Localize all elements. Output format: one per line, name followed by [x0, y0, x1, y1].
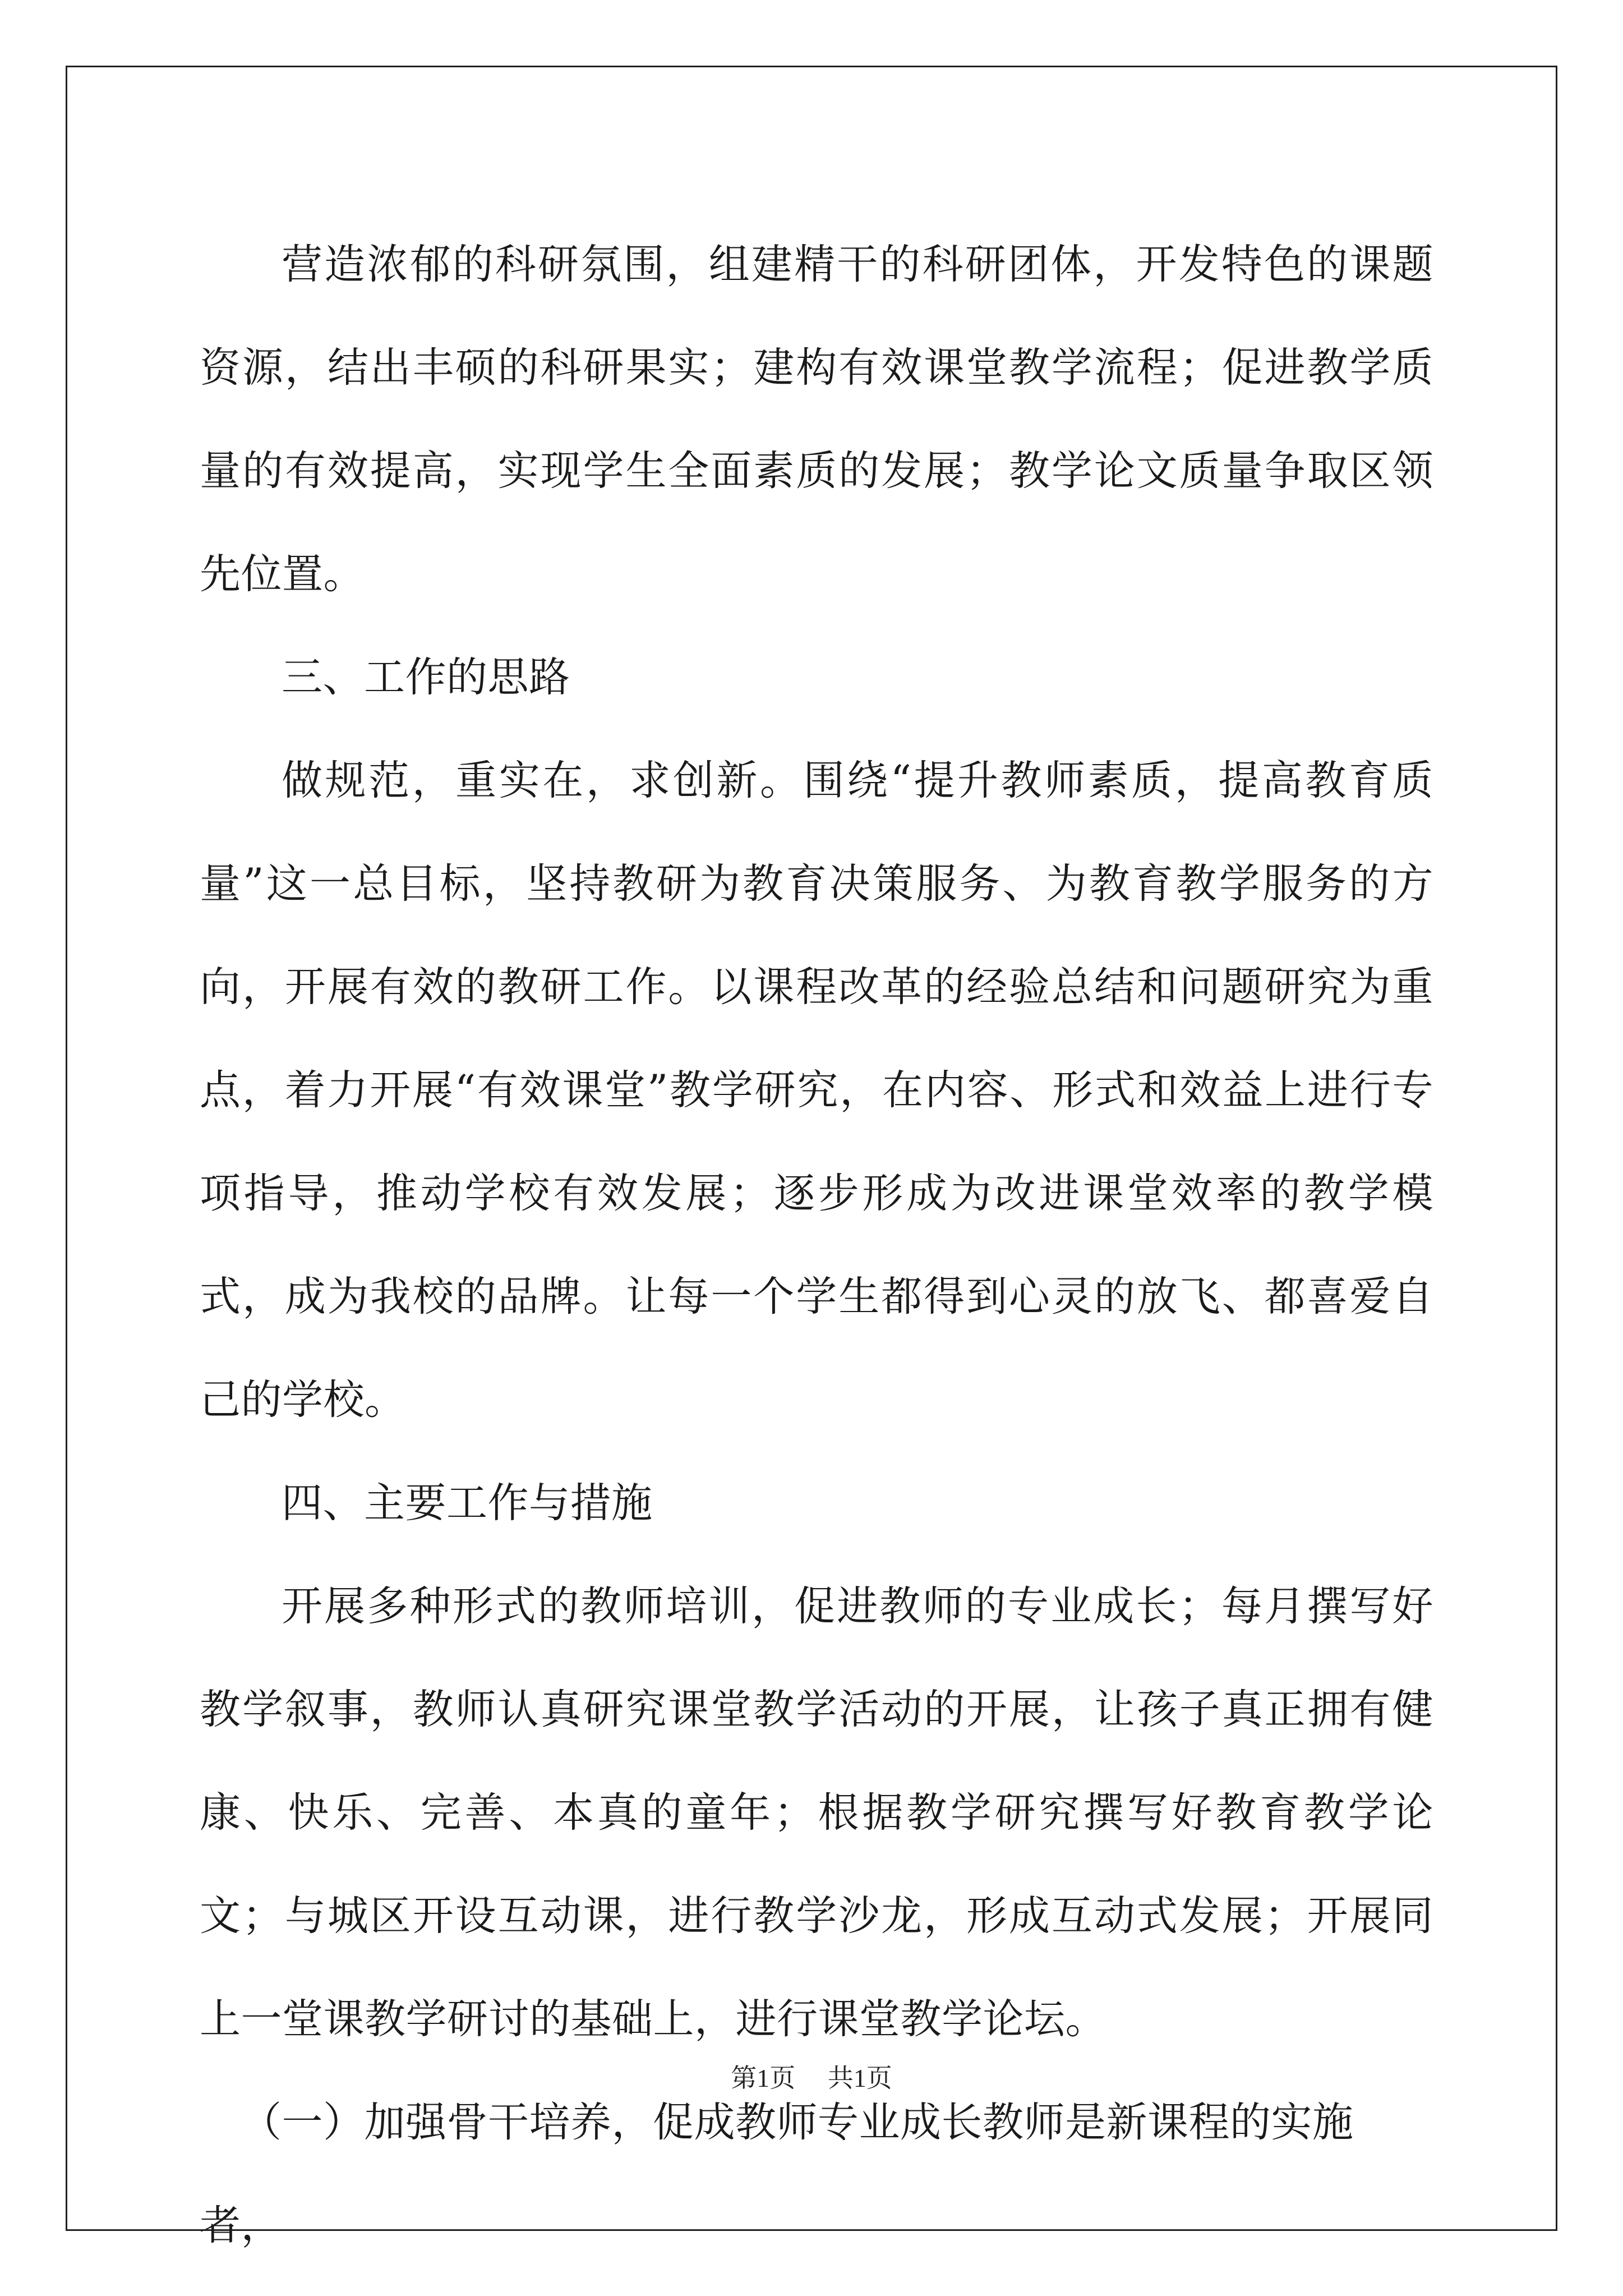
section-heading-3: 三、工作的思路 — [282, 654, 570, 701]
page-footer — [0, 2058, 1623, 2095]
document-body — [200, 213, 1433, 2277]
page-number: 第1页 — [731, 2064, 796, 2092]
paragraph-goals: 营造浓郁的科研氛围，组建精干的科研团体，开发特色的课题资源，结出丰硕的科研果实；建构有效课堂教学流程；促进教学质量的有效提高，实现学生全面素质的发展；教学论文质量争取区领先位置。 — [200, 241, 1433, 598]
page-total: 共1页 — [827, 2064, 892, 2092]
section-heading-4: 四、主要工作与措施 — [282, 1479, 653, 1527]
paragraph-approach: 做规范，重实在，求创新。围绕“提升教师素质，提高教育质量”这一总目标，坚持教研为教育决策服务、为教育教学服务的方向，开展有效的教研工作。以课程改革的经验总结和问题研究为重点，着力开展“有效课堂”教学研究，在内容、形式和效益上进行专项指导，推动学校有效发展；逐步形成为改进课堂效率的教学模式，成为我校的品牌。让每一个学生都得到心灵的放飞、都喜爱自己的学校。 — [200, 757, 1433, 1424]
paragraph-measures: 开展多种形式的教师培训，促进教师的专业成长；每月撰写好教学叙事，教师认真研究课堂教学活动的开展，让孩子真正拥有健康、快乐、完善、本真的童年；根据教学研究撰写好教育教学论文；与城区开设互动课，进行教学沙龙，形成互动式发展；开展同上一堂课教学研讨的基础上，进行课堂教学论坛。 — [200, 1582, 1433, 2043]
subsection-heading-1: （一）加强骨干培养，促成教师专业成长教师是新课程的实施者， — [200, 2099, 1354, 2249]
